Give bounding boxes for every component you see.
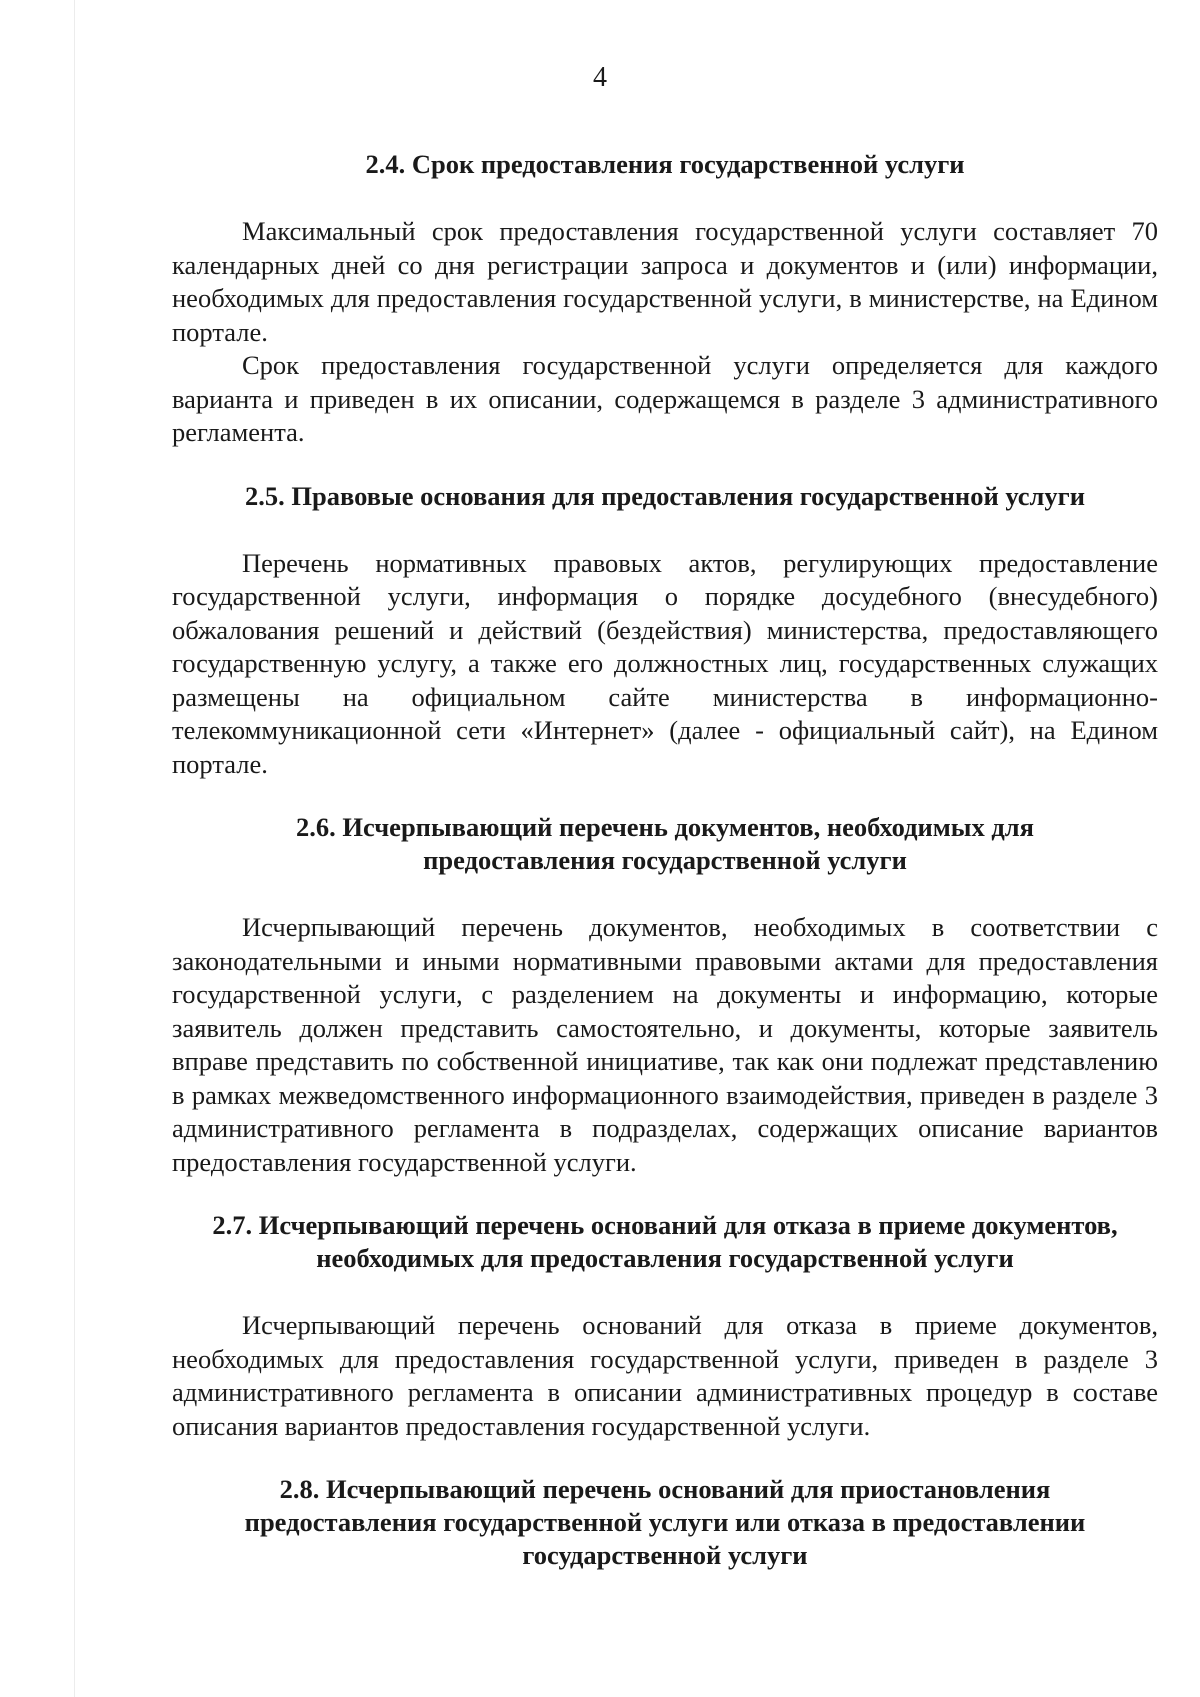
section-2-7 <box>172 1209 1158 1443</box>
section-heading: 2.6. Исчерпывающий перечень документов, необходимых для предоставления государственной услуги <box>296 812 1034 875</box>
page-number: 4 <box>593 62 607 93</box>
section-paragraph: Срок предоставления государственной услуги определяется для каждого варианта и приведен в их описании, содержащемся в разделе 3 административного регламента. <box>172 350 1158 447</box>
section-paragraph: Исчерпывающий перечень документов, необходимых в соответствии с законодательными и иными нормативными правовыми актами для предоставления государственной услуги, с разделением на документы и информацию, которые заявитель должен представить самостоятельно, и документы, которые заявитель вправе представить по собственной инициативе, так как они подлежат представлению в рамках межведомственного информационного взаимодействия, приведен в разделе 3 административного регламента в подразделах, содержащих описание вариантов предоставления государственной услуги. <box>172 912 1158 1177</box>
section-2-6 <box>172 811 1158 1179</box>
section-heading: 2.8. Исчерпывающий перечень оснований для приостановления предоставления государственной услуги или отказа в предоставлении государственной услуги <box>244 1474 1086 1570</box>
section-paragraph: Максимальный срок предоставления государственной услуги составляет 70 календарных дней со дня регистрации запроса и документов и (или) информации, необходимых для предоставления государственной услуги, в министерстве, на Едином портале. <box>172 216 1158 347</box>
section-2-5 <box>172 480 1158 782</box>
section-paragraph: Исчерпывающий перечень оснований для отказа в приеме документов, необходимых для предоставления государственной услуги, приведен в разделе 3 административного регламента в описании административных процедур в составе описания вариантов предоставления государственной услуги. <box>172 1310 1158 1441</box>
section-heading: 2.4. Срок предоставления государственной услуги <box>365 149 965 179</box>
section-paragraph: Перечень нормативных правовых актов, регулирующих предоставление государственной услуги, информация о порядке досудебного (внесудебного) обжалования решений и действий (бездействия) министерства, предоставляющего государственную услугу, а также его должностных лиц, государственных служащих размещены на официальном сайте министерства в информационно-телекоммуникационной сети «Интернет» (далее - официальный сайт), на Едином портале. <box>172 547 1158 779</box>
document-body <box>172 148 1158 1572</box>
section-heading: 2.5. Правовые основания для предоставления государственной услуги <box>245 480 1085 511</box>
section-2-4 <box>172 148 1158 450</box>
section-heading: 2.7. Исчерпывающий перечень оснований для отказа в приеме документов, необходимых для предоставления государственной услуги <box>212 1210 1118 1273</box>
section-2-8 <box>172 1473 1158 1572</box>
scan-margin-line <box>74 0 75 1697</box>
